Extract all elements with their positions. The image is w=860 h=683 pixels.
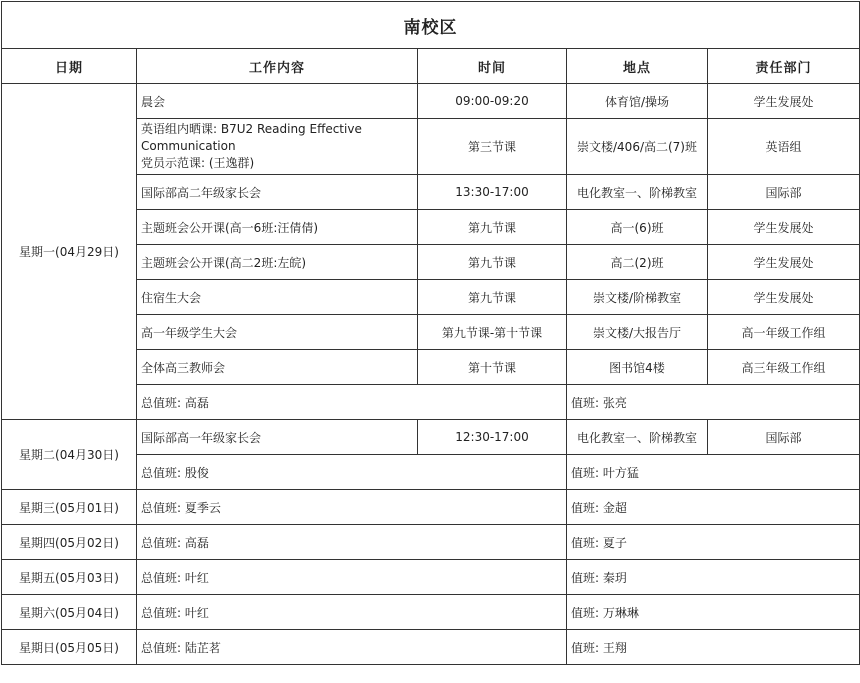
- duty-row: [2, 490, 860, 525]
- content-cell: 全体高三教师会: [137, 350, 418, 385]
- time-cell: 第九节课: [418, 210, 567, 245]
- header-date: 日期: [2, 49, 137, 84]
- table-row: [2, 420, 860, 455]
- dept-cell: 学生发展处: [708, 280, 860, 315]
- table-row: [2, 84, 860, 119]
- staff-duty-cell: 值班: 王翔: [567, 630, 860, 665]
- time-cell: 09:00-09:20: [418, 84, 567, 119]
- day-cell: 星期四(05月02日): [2, 525, 137, 560]
- content-cell: 住宿生大会: [137, 280, 418, 315]
- staff-duty-cell: 值班: 张亮: [567, 385, 860, 420]
- chief-duty-cell: 总值班: 陆芷茗: [137, 630, 567, 665]
- staff-duty-cell: 值班: 万琳琳: [567, 595, 860, 630]
- dept-cell: 英语组: [708, 119, 860, 175]
- chief-duty-cell: 总值班: 高磊: [137, 525, 567, 560]
- place-cell: 崇文楼/406/高二(7)班: [567, 119, 708, 175]
- time-cell: 第九节课-第十节课: [418, 315, 567, 350]
- duty-row: [2, 525, 860, 560]
- dept-cell: 学生发展处: [708, 84, 860, 119]
- place-cell: 高一(6)班: [567, 210, 708, 245]
- place-cell: 崇文楼/大报告厅: [567, 315, 708, 350]
- time-cell: 第九节课: [418, 245, 567, 280]
- chief-duty-cell: 总值班: 殷俊: [137, 455, 567, 490]
- day-cell: 星期一(04月29日): [2, 84, 137, 420]
- chief-duty-cell: 总值班: 叶红: [137, 595, 567, 630]
- day-cell: 星期三(05月01日): [2, 490, 137, 525]
- header-dept: 责任部门: [708, 49, 860, 84]
- content-cell: 高一年级学生大会: [137, 315, 418, 350]
- place-cell: 电化教室一、阶梯教室: [567, 175, 708, 210]
- content-cell: 国际部高一年级家长会: [137, 420, 418, 455]
- day-cell: 星期日(05月05日): [2, 630, 137, 665]
- dept-cell: 高三年级工作组: [708, 350, 860, 385]
- schedule-table: [1, 1, 860, 665]
- staff-duty-cell: 值班: 夏子: [567, 525, 860, 560]
- chief-duty-cell: 总值班: 高磊: [137, 385, 567, 420]
- staff-duty-cell: 值班: 秦玥: [567, 560, 860, 595]
- dept-cell: 学生发展处: [708, 245, 860, 280]
- duty-row: [2, 560, 860, 595]
- time-cell: 第十节课: [418, 350, 567, 385]
- duty-row: [2, 630, 860, 665]
- content-cell: 主题班会公开课(高一6班:汪倩倩): [137, 210, 418, 245]
- header-content: 工作内容: [137, 49, 418, 84]
- duty-row: [2, 595, 860, 630]
- place-cell: 崇文楼/阶梯教室: [567, 280, 708, 315]
- content-line: 党员示范课: (王逸群): [141, 156, 255, 170]
- day-cell: 星期六(05月04日): [2, 595, 137, 630]
- table-title: 南校区: [2, 2, 860, 49]
- place-cell: 图书馆4楼: [567, 350, 708, 385]
- time-cell: 12:30-17:00: [418, 420, 567, 455]
- dept-cell: 学生发展处: [708, 210, 860, 245]
- time-cell: 13:30-17:00: [418, 175, 567, 210]
- place-cell: 高二(2)班: [567, 245, 708, 280]
- place-cell: 体育馆/操场: [567, 84, 708, 119]
- content-cell: [137, 119, 418, 175]
- content-line: 英语组内晒课: B7U2 Reading Effective Communication: [141, 122, 362, 153]
- place-cell: 电化教室一、阶梯教室: [567, 420, 708, 455]
- dept-cell: 国际部: [708, 420, 860, 455]
- content-cell: 主题班会公开课(高二2班:左皖): [137, 245, 418, 280]
- staff-duty-cell: 值班: 叶方猛: [567, 455, 860, 490]
- day-cell: 星期二(04月30日): [2, 420, 137, 490]
- header-time: 时间: [418, 49, 567, 84]
- content-cell: 国际部高二年级家长会: [137, 175, 418, 210]
- chief-duty-cell: 总值班: 夏季云: [137, 490, 567, 525]
- day-cell: 星期五(05月03日): [2, 560, 137, 595]
- chief-duty-cell: 总值班: 叶红: [137, 560, 567, 595]
- time-cell: 第三节课: [418, 119, 567, 175]
- dept-cell: 高一年级工作组: [708, 315, 860, 350]
- dept-cell: 国际部: [708, 175, 860, 210]
- header-place: 地点: [567, 49, 708, 84]
- staff-duty-cell: 值班: 金超: [567, 490, 860, 525]
- content-cell: 晨会: [137, 84, 418, 119]
- time-cell: 第九节课: [418, 280, 567, 315]
